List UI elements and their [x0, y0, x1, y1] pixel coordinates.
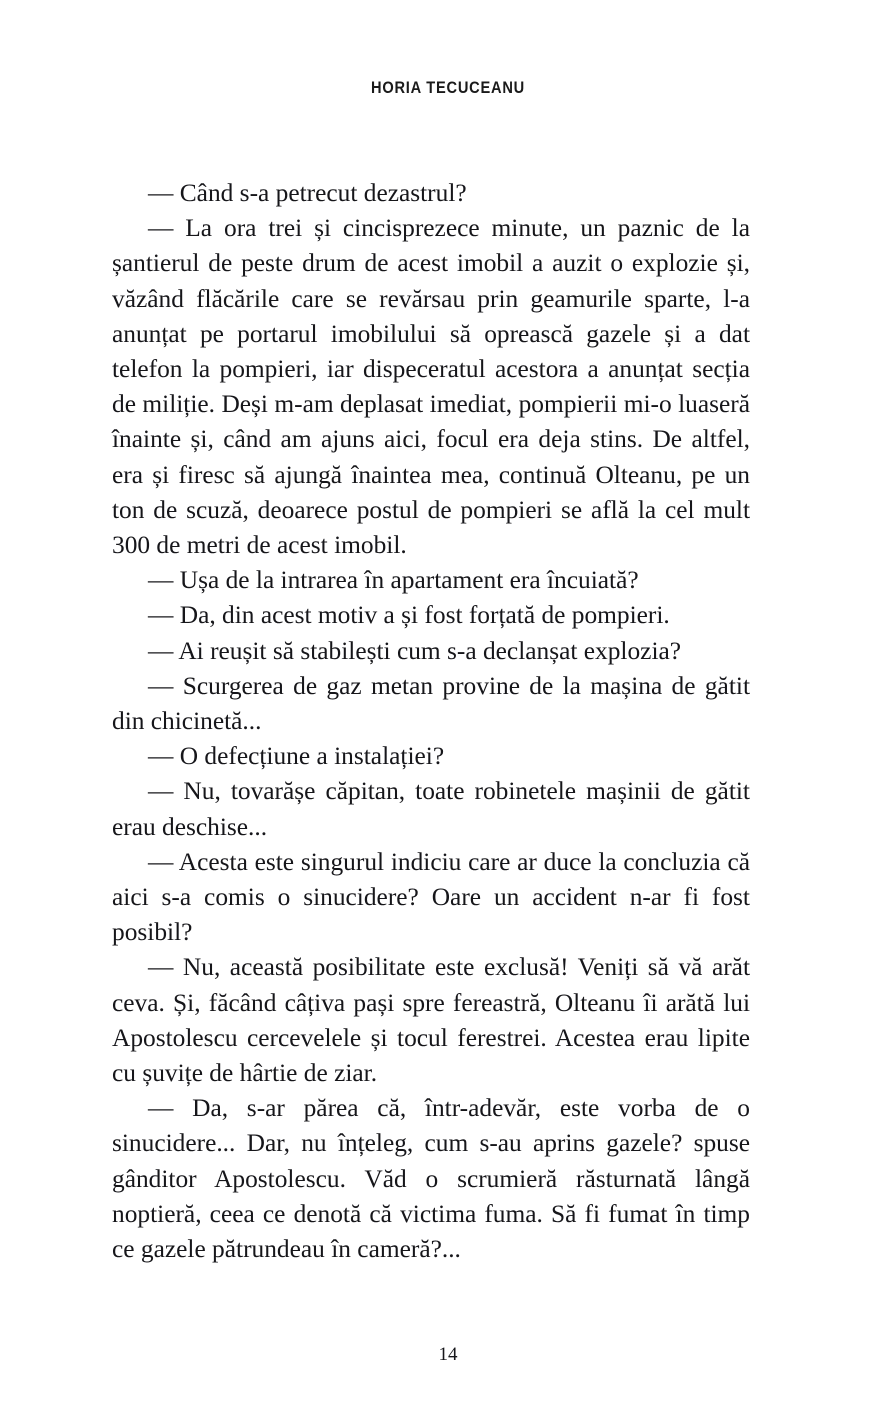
paragraph: — Când s-a petrecut dezastrul? — [148, 179, 467, 207]
paragraph: — Nu, tovarășe căpitan, toate robinetele mașinii de gătit erau deschise... — [112, 777, 750, 841]
paragraph: — Ușa de la intrarea în apartament era încuiată? — [148, 566, 639, 595]
running-head: HORIA TECUCEANU — [370, 78, 526, 97]
paragraph: — O defecțiune a instalației? — [148, 742, 445, 771]
paragraph: — Ai reușit să stabilești cum s-a declanșat explozia? — [148, 636, 682, 665]
paragraph: — Da, din acest motiv a și fost forțată de pompieri. — [148, 601, 670, 630]
paragraph: — Nu, această posibilitate este exclusă! Veniți să vă arăt ceva. Și, făcând câțiva pași spre fereastră, Olteanu îi arătă lui Apostolescu cercevelele și tocul ferestrei. Acestea erau lipite cu șuvițe de hârtie de ziar. — [112, 953, 750, 1088]
paragraph: — Acesta este singurul indiciu care ar duce la concluzia că aici s-a comis o sinucidere? Oare un accident n-ar fi fost posibil? — [112, 847, 750, 947]
paragraph: — La ora trei și cincisprezece minute, un paznic de la șantierul de peste drum de acest imobil a auzit o explozie și, văzând flăcările care se revărsau prin geamurile sparte, l-a anunțat pe portarul imobilului să oprească gazele și a dat telefon la pompieri, iar dispeceratul acestora a anunțat secția de miliție. Deși m-am deplasat imediat, pompierii mi-o luaseră înainte și, când am ajuns aici, focul era deja stins. De altfel, era și firesc să ajungă înaintea mea, continuă Olteanu, pe un ton de scuză, deoarece postul de pompieri se află la cel mult 300 de metri de acest imobil. — [112, 214, 750, 560]
paragraph: — Scurgerea de gaz metan provine de la mașina de gătit din chicinetă... — [112, 671, 750, 736]
page-number: 14 — [438, 1344, 458, 1365]
paragraph: — Da, s-ar părea că, într-adevăr, este vorba de o sinucidere... Dar, nu înțeleg, cum s-au aprins gazele? spuse gânditor Apostolescu. Văd o scrumieră răsturnată lângă noptieră, ceea ce denotă că victima fuma. Să fi fumat în timp ce gazele pătrundeau în cameră?... — [112, 1094, 750, 1264]
body-text-block — [112, 176, 750, 1267]
